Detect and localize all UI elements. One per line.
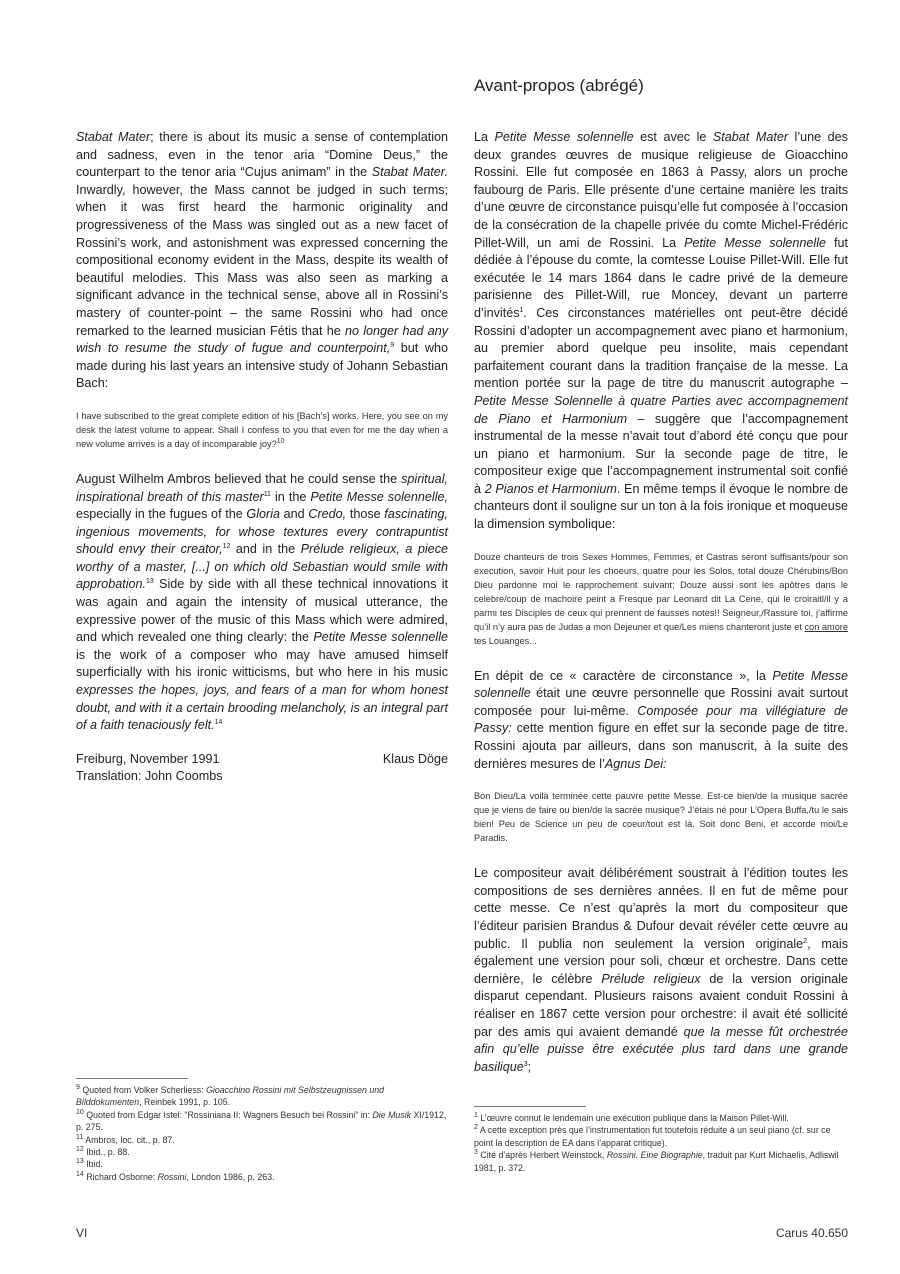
footnote: $^2$ A cette exception près que l’instrumentation fut toutefois réduite à un seul piano (cf. sur ce point la description de EA dans l’apparat critique). <box>474 1124 831 1148</box>
english-foreword-column <box>76 129 448 786</box>
english-paragraph-1: Stabat Mater; there is about its music a sense of contemplation and sadness, even in the tenor aria “Domine Deus,” the counterpart to the tenor aria “Cujus animam” in the Stabat Mater. Inwardly, however, the Mass cannot be judged in such terms; when it was first heard the harmonic originality and progressiveness of the Mass was singled out as a new facet of Rossini’s work, and astonishment was expressed concerning the compositional economy evident in the Mass, despite its wealth of beautiful melodies. This Mass was also seen as marking a significant advance in the technical sense, above all in Rossini’s mastery of counter-point – the same Rossini who had once remarked to the learned musician Fétis that he no longer had any wish to resume the study of fugue and counterpoint,$^9$ but who made during his last years an intensive study of Johann Sebastian Bach: <box>76 130 449 391</box>
right-footnotes <box>474 1112 848 1174</box>
footnote: $^{12}$ Ibid., p. 88. <box>76 1146 130 1158</box>
english-paragraph-2: August Wilhelm Ambros believed that he could sense the spiritual, inspirational breath of this master$^{11}$ in the Petite Messe solennelle, especially in the fugues of the Gloria and Credo, those fascinating, ingenious movements, for whose textures every contrapuntist should envy their creator,$^{12}$ and in the Prélude religieux, a piece worthy of a master, [...] on which old Sebastian would smile with approbation.$^{13}$ Side by side with all these technical innovations it was again and again the intensity of musical utterance, the expressive power of the music of this Mass which were admired, and which revealed one thing clearly: the Petite Messe solennelle is the work of a composer who may have amused himself superficially with his ironic witticisms, but who here in his music expresses the hopes, joys, and fears of a man for whom honest doubt, and with it a certain brooding melancholy, is an integral part of a faith tenaciously felt.$^{14}$ <box>76 471 449 733</box>
french-paragraph-2: En dépit de ce « caractère de circonstance », la Petite Messe solennelle était une œuvre personnelle que Rossini avait surtout composée pour lui-même. Composée pour ma villégiature de Passy: cette mention figure en effet sur la seconde page de titre. Rossini ajouta par ailleurs, dans son manuscrit, à la suite des dernières mesures de l’Agnus Dei: <box>474 668 849 771</box>
agnus-dei-quotation: Bon Dieu/La voilà terminée cette pauvre petite Messe. Est-ce bien/de la musique sacrée que je viens de faire ou bien/de la sacrée musique? J’étais né pour L’Opera Buffa,/tu le sais bien! Peu de Science un peu de coeur/tout est là. Soit donc Beni, et accorde moi/Le Paradis. <box>474 791 848 844</box>
author-name: Klaus Döge <box>382 751 448 766</box>
catalog-number: Carus 40.650 <box>775 1226 848 1240</box>
french-paragraph-1: La Petite Messe solennelle est avec le Stabat Mater l’une des deux grandes œuvres de musique religieuse de Gioacchino Rossini. Elle fut composée en 1863 à Passy, alors un proche faubourg de Paris. Elle présente d’une certaine manière les traits d’une œuvre de circonstance puisqu’elle fut composée à l’occasion de la consécration de la chapelle privée du comte Michel-Frédéric Pillet-Will, un ami de Rossini. La Petite Messe solennelle fut dédiée à l’épouse du comte, la comtesse Louise Pillet-Will. Elle fut exécutée le 14 mars 1864 dans le cadre privé de la demeure parisienne des Pillet-Will, rue Moncey, devant un parterre d’invités$^1$. Ces circonstances matérielles ont peut-être décidé Rossini d’adopter un accompagnement avec piano et harmonium, au premier abord quelque peu insolite, mais cependant parfaitement courant dans la tradition française de la messe. La mention portée sur la page de titre du manuscrit autographe – Petite Messe Solennelle à quatre Parties avec accompagnement de Piano et Harmonium – suggère que l’accompagnement instrumental de la messe n’avait tout d’abord été conçu que pour un piano et harmonium. Sur la seconde page de titre, le compositeur exige que l’accompagnement instrumental soit confié à 2 Pianos et Harmonium. En même temps il évoque le nombre de chanteurs dont il souligne sur un ton à la fois ironique et moqueuse la dimension symbolique: <box>474 130 848 532</box>
french-paragraph-3: Le compositeur avait délibérément soustrait à l’édition toutes les compositions de ses dernières années. Il en fut de même pour cette messe. Ce n’est qu’après la mort du compositeur que l’éditeur parisien Brandus & Dufour devait révéler cette œuvre au public. Il publia non seulement la version originale$^2$, mais également une version pour soli, chœur et orchestre. Dans cette dernière, le célèbre Prélude religieux de la version originale disparut cependant. Plusieurs raisons avaient conduit Rossini à réaliser en 1867 cette version pour orchestre: il avait été sollicité par des amis qui avaient demandé que la messe fût orchestrée afin qu’elle puisse être exécutée plus tard dans une grande basilique$^3$; <box>474 866 849 1074</box>
footnote: $^{10}$ Quoted from Edgar Istel: “Rossiniana II: Wagners Besuch bei Rossini” in: Die Musik XI/1912, p. 275. <box>76 1108 447 1133</box>
translation-credit: Translation: John Coombs <box>76 769 223 784</box>
bach-quotation: I have subscribed to the great complete edition of his [Bach’s] works. Here, you see on my desk the latest volume to appear. Shall I confess to you that even for me the day when a new volume arrives is a day of incomparable joy?$^{10}$ <box>76 410 448 449</box>
footnote: $^3$ Cité d’après Herbert Weinstock, Rossini. Eine Biographie, traduit par Kurt Michaelis, Adliswil 1981, p. 372. <box>474 1149 839 1173</box>
right-footnote-rule <box>474 1106 586 1107</box>
left-footnote-rule <box>76 1078 188 1079</box>
footnote: $^{13}$ Ibid. <box>76 1158 103 1170</box>
left-footnotes <box>76 1084 452 1183</box>
footnote: $^1$ L’œuvre connut le lendemain une exécution publique dans la Maison Pillet-Will. <box>474 1112 789 1123</box>
page-number: VI <box>76 1226 88 1240</box>
singers-quotation: Douze chanteurs de trois Sexes Hommes, Femmes, et Castras seront suffisants/pour son execution, savoir Huit pour les choeurs, quatre pour les Solos, total douze Chérubins/Bon Dieu pardonne moi le rapprochement suivant; Douze aussi sont les apôtres dans le celebre/coup de machoire peint a Fresque par Leonard dit La Cene, qui le croiraitl/il y a parmi tes Disciples de ceux qui prennent de fausses notes!! Seigneur,/Rassure toi, j’affirme qu’il n’y aura pas de Judas a mon Dejeuner et que/Les miens chanteront juste et con amore tes Louanges... <box>474 551 848 646</box>
signature-block <box>76 751 448 786</box>
french-foreword-column <box>474 129 848 1076</box>
place-date: Freiburg, November 1991 <box>76 751 220 766</box>
footnote: $^9$ Quoted from Volker Scherliess: Gioacchino Rossini mit Selbstzeugnissen und Bilddokumenten, Reinbek 1991, p. 105. <box>76 1084 385 1108</box>
section-title: Avant-propos (abrégé) <box>474 76 644 95</box>
footnote: $^{11}$ Ambros, loc. cit., p. 87. <box>76 1133 175 1145</box>
footnote: $^{14}$ Richard Osborne: Rossini, London 1986, p. 263. <box>76 1170 275 1182</box>
